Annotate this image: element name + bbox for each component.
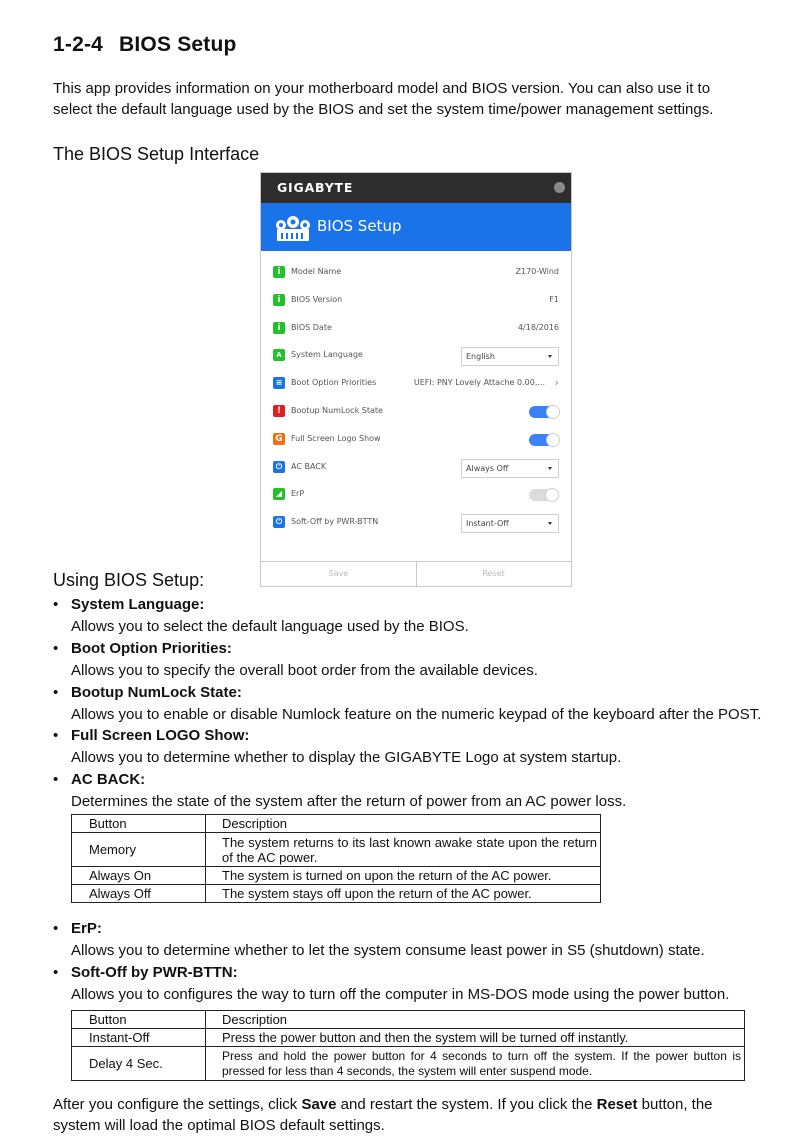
chevron-down-icon <box>548 355 552 358</box>
table-row: Instant-Off Press the power button and then the system will be turned off instantly. <box>72 1029 745 1047</box>
logo-show-toggle[interactable] <box>529 434 559 446</box>
using-heading: Using BIOS Setup: <box>53 570 205 590</box>
row-model-name <box>273 264 559 282</box>
info-icon: i <box>273 322 285 334</box>
bullet-item: • Bootup NumLock State: <box>53 684 242 701</box>
row-label: ErP <box>291 489 305 498</box>
numlock-icon: ! <box>273 405 285 417</box>
soft-off-table <box>71 1010 745 1081</box>
logo-icon: G <box>273 433 285 445</box>
bullet-desc: Allows you to determine whether to display the GIGABYTE Logo at system startup. <box>71 749 622 766</box>
bullet-item: • System Language: <box>53 596 205 613</box>
language-select[interactable]: English <box>461 347 559 366</box>
row-label: BIOS Date <box>291 323 332 332</box>
row-label: Full Screen Logo Show <box>291 434 381 443</box>
row-soft-off <box>273 514 559 532</box>
chevron-down-icon <box>548 522 552 525</box>
soft-off-select[interactable]: Instant-Off <box>461 514 559 533</box>
info-icon: i <box>273 266 285 278</box>
bullet-desc: Allows you to select the default language used by the BIOS. <box>71 618 469 635</box>
boot-list-icon: ≡ <box>273 377 285 389</box>
reset-button[interactable]: Reset <box>482 569 505 578</box>
table-row: Always On The system is turned on upon the return of the AC power. <box>72 867 601 885</box>
power-icon: ⏻ <box>273 461 285 473</box>
row-erp <box>273 486 559 504</box>
row-boot-option-priorities[interactable] <box>273 375 559 393</box>
table-header-row: Button Description <box>72 1011 745 1029</box>
chevron-right-icon[interactable]: › <box>554 376 559 389</box>
outro-paragraph: After you configure the settings, click Save and restart the system. If you click the Reset button, the system will load the optimal BIOS default settings. <box>53 1096 713 1134</box>
bullet-item: • Full Screen LOGO Show: <box>53 727 250 744</box>
row-value: 4/18/2016 <box>517 323 559 332</box>
table-row: Memory The system returns to its last known awake state upon the return of the AC power. <box>72 833 601 867</box>
bios-setup-window <box>260 172 572 587</box>
row-bios-version <box>273 292 559 310</box>
bullet-item: • Boot Option Priorities: <box>53 640 232 657</box>
row-label: AC BACK <box>291 462 327 471</box>
row-ac-back <box>273 459 559 477</box>
bullet-item: • ErP: <box>53 920 102 937</box>
row-bios-date <box>273 320 559 338</box>
row-label: Model Name <box>291 267 342 276</box>
language-icon: A <box>273 349 285 361</box>
row-value: UEFI: PNY Lovely Attache 0.00,... <box>413 378 545 387</box>
power-icon: ⏻ <box>273 516 285 528</box>
section-number: 1-2-4 <box>53 33 104 56</box>
table-header-row: Button Description <box>72 815 601 833</box>
row-full-screen-logo <box>273 431 559 449</box>
gigabyte-logo: GIGABYTE <box>277 180 354 195</box>
interface-heading: The BIOS Setup Interface <box>53 144 260 164</box>
section-title: BIOS Setup <box>119 33 237 56</box>
erp-toggle[interactable] <box>529 489 559 501</box>
row-label: Soft-Off by PWR-BTTN <box>291 517 379 526</box>
gears-icon <box>273 213 313 243</box>
bullet-item: • Soft-Off by PWR-BTTN: <box>53 964 238 981</box>
row-label: System Language <box>291 350 363 359</box>
bullet-desc: Allows you to determine whether to let the system consume least power in S5 (shutdown) state. <box>71 942 705 959</box>
leaf-icon: ◢ <box>273 488 285 500</box>
intro-paragraph: This app provides information on your motherboard model and BIOS version. You can also use it to select the default language used by the BIOS and set the system time/power management settings. <box>53 80 714 118</box>
title-bar <box>261 173 571 203</box>
bullet-item: • AC BACK: <box>53 771 146 788</box>
ac-back-table <box>71 814 601 903</box>
row-label: Boot Option Priorities <box>291 378 377 387</box>
row-value: F1 <box>549 295 559 304</box>
row-system-language <box>273 347 559 365</box>
row-value: Z170-Wind <box>515 267 559 276</box>
app-banner <box>261 203 571 251</box>
bullet-desc: Allows you to configures the way to turn off the computer in MS-DOS mode using the power button. <box>71 986 730 1003</box>
table-row: Delay 4 Sec. Press and hold the power button for 4 seconds to turn off the system. If the power button is pressed for less than 4 seconds, the system will enter suspend mode. <box>72 1047 745 1081</box>
table-row: Always Off The system stays off upon the return of the AC power. <box>72 885 601 903</box>
numlock-toggle[interactable] <box>529 406 559 418</box>
row-label: BIOS Version <box>291 295 343 304</box>
app-title: BIOS Setup <box>317 217 402 235</box>
info-icon: i <box>273 294 285 306</box>
bullet-desc: Determines the state of the system after the return of power from an AC power loss. <box>71 793 627 810</box>
section-heading <box>53 33 237 57</box>
row-numlock-state <box>273 403 559 421</box>
window-footer <box>261 561 571 586</box>
close-icon[interactable] <box>554 182 565 193</box>
bullet-desc: Allows you to specify the overall boot order from the available devices. <box>71 662 538 679</box>
ac-back-select[interactable]: Always Off <box>461 459 559 478</box>
bullet-desc: Allows you to enable or disable Numlock feature on the numeric keypad of the keyboard after the POST. <box>71 706 762 723</box>
row-label: Bootup NumLock State <box>291 406 383 415</box>
chevron-down-icon <box>548 467 552 470</box>
save-button[interactable]: Save <box>261 562 417 586</box>
